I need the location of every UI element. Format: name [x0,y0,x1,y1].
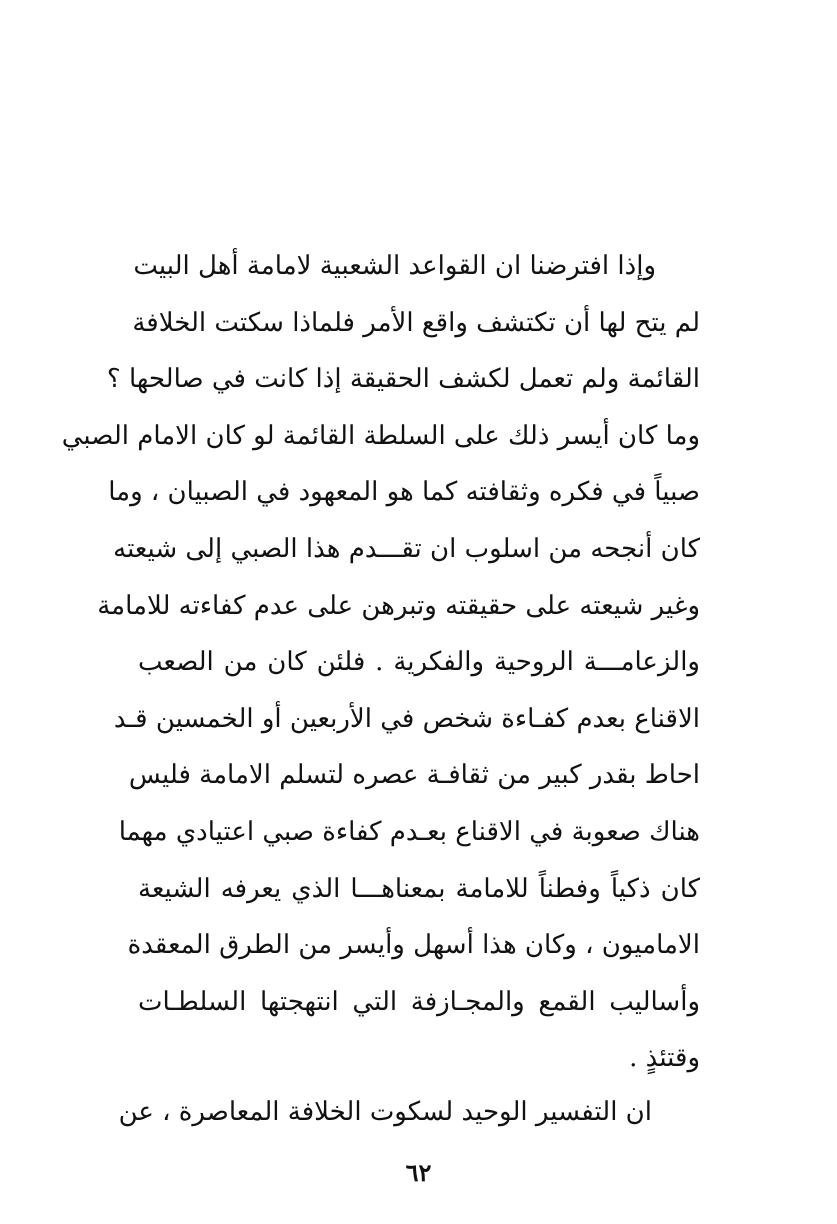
page-number: ٦٢ [405,1158,432,1187]
text-line: الاقناع بعدم كفـاءة شخص في الأربعين أو الخمسين قـد [113,703,700,734]
text-line: وإذا افترضنا ان القواعد الشعبية لامامة أهل البيت [133,251,656,281]
paragraph-2-first-line: ان التفسير الوحيد لسكوت الخلافة المعاصرة ، عن [118,1097,652,1127]
text-line: وغير شيعته على حقيقته وتبرهن على عدم كفاءته للامامة [97,590,700,621]
text-line: كان أنجحه من اسلوب ان تقـــدم هذا الصبي إلى شيعته [113,533,700,564]
text-line: وقتئذٍ . [629,1043,700,1074]
text-line: وما كان أيسر ذلك على السلطة القائمة لو كان الامام الصبي [61,420,700,451]
paragraph-1 [61,238,700,1087]
text-line: لم يتح لها أن تكتشف واقع الأمر فلماذا سكتت الخلافة [132,307,700,338]
text-line: الاماميون ، وكان هذا أسهل وأيسر من الطرق المعقدة [127,930,700,961]
text-line: كان ذكياً وفطناً للامامة بمعناهـــا الذي يعرفه الشيعة [138,873,700,904]
text-line: صبياً في فكره وثقافته كما هو المعهود في الصبيان ، وما [108,477,700,508]
text-line: احاط بقدر كبير من ثقافـة عصره لتسلم الامامة فليس [128,760,700,791]
text-line: والزعامـــة الروحية والفكرية . فلئن كان من الصعب [138,647,700,678]
text-line: القائمة ولم تعمل لكشف الحقيقة إذا كانت في صالحها ؟ [106,364,700,395]
text-line: هناك صعوبة في الاقناع بعـدم كفاءة صبي اعتيادي مهما [118,816,700,847]
text-line: وأساليب القمع والمجـازفة التي انتهجتها السلطـات [138,986,700,1017]
